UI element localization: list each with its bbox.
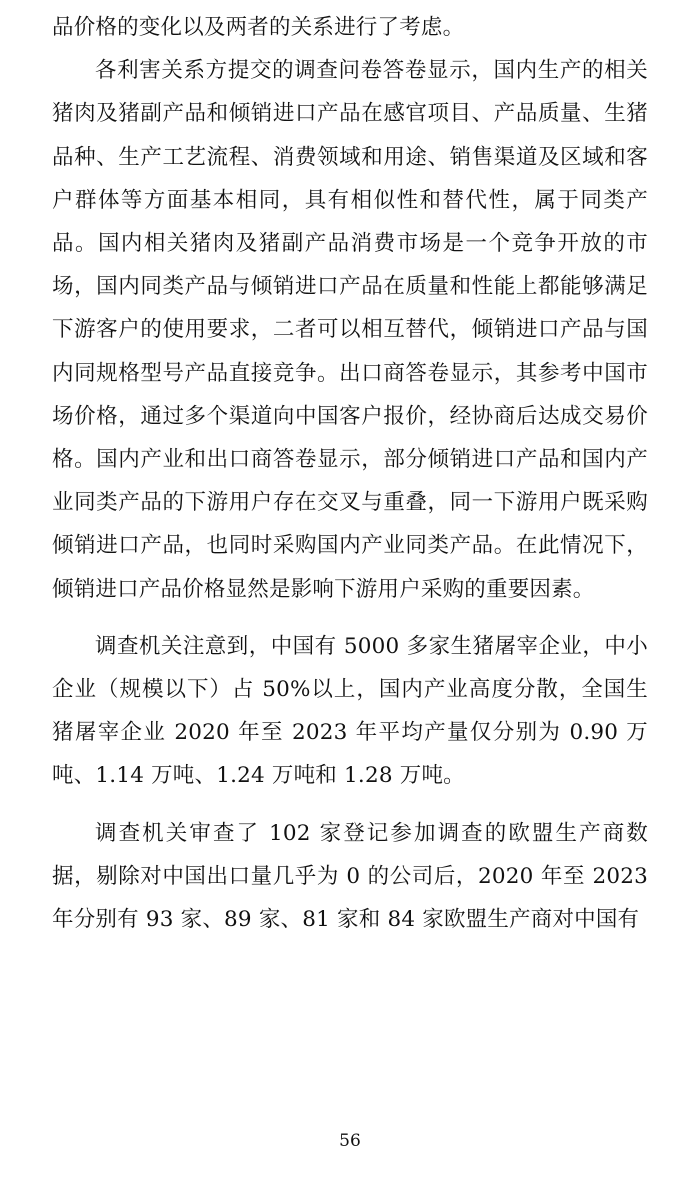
paragraph-continued: 品价格的变化以及两者的关系进行了考虑。 bbox=[52, 15, 465, 40]
paragraph-questionnaire: 各利害关系方提交的调查问卷答卷显示，国内生产的相关猪肉及猪副产品和倾销进口产品在感官项目、产品质量、生猪品种、生产工艺流程、消费领域和用途、销售渠道及区域和客户群体等方面基本相同，具有相似性和替代性，属于同类产品。国内相关猪肉及猪副产品消费市场是一个竞争开放的市场，国内同类产品与倾销进口产品在质量和性能上都能够满足下游客户的使用要求，二者可以相互替代，倾销进口产品与国内同规格型号产品直接竞争。出口商答卷显示，其参考中国市场价格，通过多个渠道向中国客户报价，经协商后达成交易价格。国内产业和出口商答卷显示，部分倾销进口产品和国内产业同类产品的下游用户存在交叉与重叠，同一下游用户既采购倾销进口产品，也同时采购国内产业同类产品。在此情况下，倾销进口产品价格显然是影响下游用户采购的重要因素。 bbox=[52, 58, 648, 602]
document-body bbox=[52, 0, 648, 941]
paragraph-slaughter-enterprises: 调查机关注意到，中国有 5000 多家生猪屠宰企业，中小企业（规模以下）占 50%以上，国内产业高度分散，全国生猪屠宰企业 2020 年至 2023 年平均产量仅分别为 0.90 万吨、1.14 万吨、1.24 万吨和 1.28 万吨。 bbox=[52, 633, 648, 789]
paragraph-eu-producers: 调查机关审查了 102 家登记参加调查的欧盟生产商数据，剔除对中国出口量几乎为 0 的公司后，2020 年至 2023 年分别有 93 家、89 家、81 家和 84 家欧盟生产商对中国有 bbox=[52, 820, 648, 933]
page-number: 56 bbox=[339, 1131, 361, 1151]
